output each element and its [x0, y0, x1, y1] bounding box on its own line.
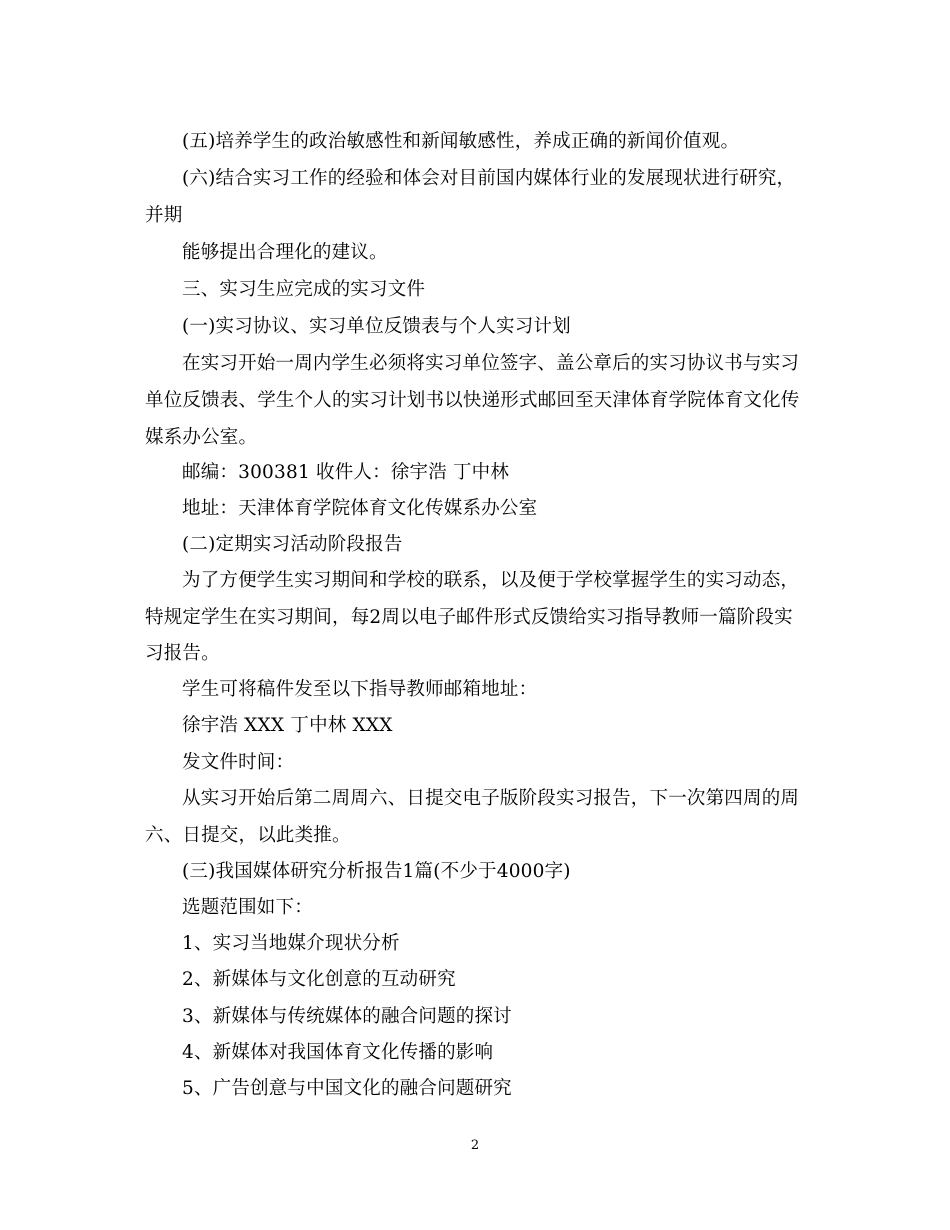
text-line: 六、日提交，以此类推。 [145, 825, 351, 846]
text-line: 为了方便学生实习期间和学校的联系，以及便于学校掌握学生的实习动态， [182, 570, 800, 591]
text-line: (六)结合实习工作的经验和体会对目前国内媒体行业的发展现状进行研究， [182, 168, 796, 189]
text-line: (五)培养学生的政治敏感性和新闻敏感性，养成正确的新闻价值观。 [182, 131, 740, 152]
text-line: 能够提出合理化的建议。 [182, 242, 388, 263]
page-number: 2 [470, 1138, 480, 1153]
text-line: 选题范围如下： [182, 897, 313, 918]
text-line: 习报告。 [145, 643, 220, 664]
text-line: 学生可将稿件发至以下指导教师邮箱地址： [182, 679, 538, 700]
subsection-heading: (二)定期实习活动阶段报告 [182, 534, 403, 555]
text-line: 特规定学生在实习期间，每2周以电子邮件形式反馈给实习指导教师一篇阶段实 [145, 607, 793, 628]
text-line: 媒系办公室。 [145, 427, 258, 448]
section-heading: 三、实习生应完成的实习文件 [182, 279, 426, 300]
text-line: 邮编：300381 收件人：徐宇浩 丁中林 [182, 462, 510, 483]
subsection-heading: (三)我国媒体研究分析报告1篇(不少于4000字) [182, 861, 571, 882]
subsection-heading: (一)实习协议、实习单位反馈表与个人实习计划 [182, 316, 571, 337]
text-line: 发文件时间： [182, 752, 295, 773]
text-line: 从实习开始后第二周周六、日提交电子版阶段实习报告，下一次第四周的周 [182, 788, 800, 809]
text-line: 地址：天津体育学院体育文化传媒系办公室 [182, 498, 538, 519]
list-item: 4、新媒体对我国体育文化传播的影响 [182, 1042, 494, 1063]
text-line: 在实习开始一周内学生必须将实习单位签字、盖公章后的实习协议书与实习 [182, 353, 800, 374]
list-item: 1、实习当地媒介现状分析 [182, 933, 400, 954]
list-item: 5、广告创意与中国文化的融合问题研究 [182, 1078, 512, 1099]
text-line: 并期 [145, 205, 183, 226]
text-line: 单位反馈表、学生个人的实习计划书以快递形式邮回至天津体育学院体育文化传 [145, 390, 800, 411]
text-line: 徐宇浩 XXX 丁中林 XXX [182, 715, 393, 736]
list-item: 2、新媒体与文化创意的互动研究 [182, 969, 456, 990]
list-item: 3、新媒体与传统媒体的融合问题的探讨 [182, 1006, 512, 1027]
